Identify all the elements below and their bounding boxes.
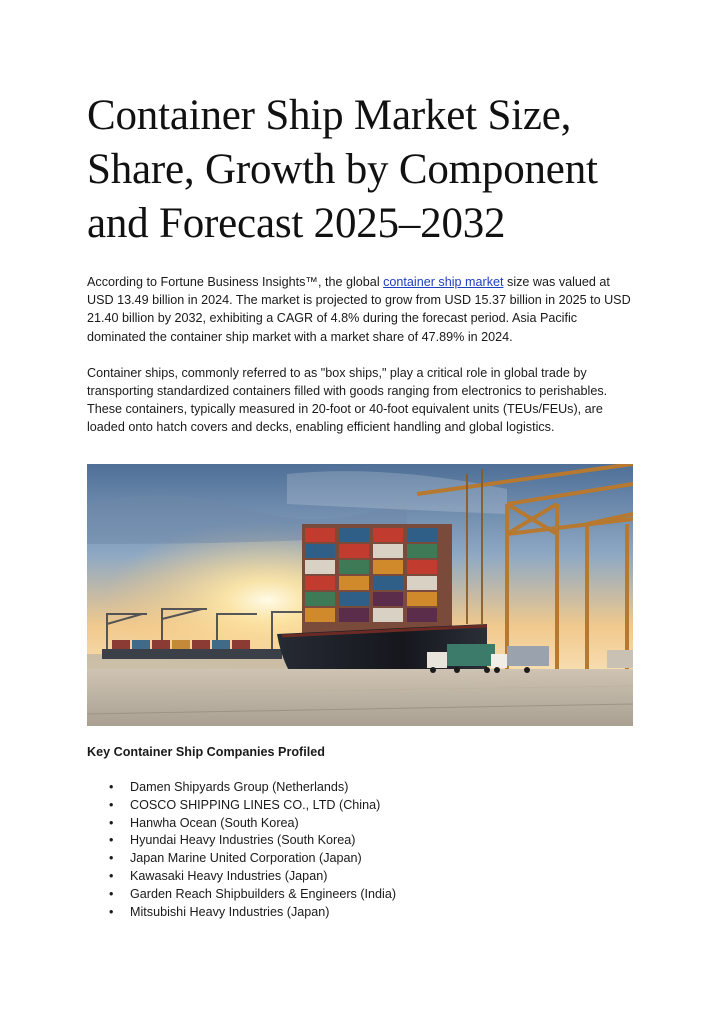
bullet-icon: • xyxy=(109,904,114,919)
company-name: Hanwha Ocean (South Korea) xyxy=(130,815,299,830)
container-ship-port-image xyxy=(87,464,633,726)
list-item xyxy=(87,832,396,850)
page-title: Container Ship Market Size, Share, Growth by Component and Forecast 2025–2032 xyxy=(87,92,598,247)
list-item xyxy=(87,886,396,904)
list-item xyxy=(87,815,396,833)
company-name: Damen Shipyards Group (Netherlands) xyxy=(130,780,349,794)
company-name: COSCO SHIPPING LINES CO., LTD (China) xyxy=(130,797,381,812)
intro-text-start: According to Fortune Business Insights™, the global xyxy=(87,275,384,289)
list-item xyxy=(87,868,396,886)
list-item xyxy=(87,850,396,868)
bullet-icon: • xyxy=(109,780,114,794)
description-paragraph: Container ships, commonly referred to as "box ships," play a critical role in global trade by transporting standardized containers filled with goods ranging from electronics to perishables. These containers, typically measured in 20-foot or 40-foot equivalent units (TEUs/FEUs), are loaded onto hatch covers and decks, enabling efficient handling and global logistics. xyxy=(87,365,608,435)
intro-text-end: size was valued at USD 13.49 billion in 2024. The market is projected to grow from USD 15.37 billion in 2025 to USD 21.40 billion by 2032, exhibiting a CAGR of 4.8% during the forecast period. Asia Pacific dominated the container ship market with a market share of 47.89% in 2024. xyxy=(87,275,631,344)
bullet-icon: • xyxy=(109,833,114,848)
companies-heading: Key Container Ship Companies Profiled xyxy=(87,745,325,759)
bullet-icon: • xyxy=(109,797,114,812)
container-ship-market-link[interactable]: container ship market xyxy=(383,275,504,289)
company-name: Mitsubishi Heavy Industries (Japan) xyxy=(130,904,330,919)
document-page xyxy=(87,0,637,919)
company-name: Japan Marine United Corporation (Japan) xyxy=(130,851,362,866)
list-item xyxy=(87,797,396,815)
container-ship-port-photo-icon xyxy=(87,464,633,726)
list-item xyxy=(87,904,396,922)
bullet-icon: • xyxy=(109,886,114,901)
bullet-icon: • xyxy=(109,868,114,883)
intro-paragraph xyxy=(87,273,637,346)
bullet-icon: • xyxy=(109,851,114,866)
list-item xyxy=(87,779,396,797)
company-name: Hyundai Heavy Industries (South Korea) xyxy=(130,833,356,848)
company-name: Kawasaki Heavy Industries (Japan) xyxy=(130,868,328,883)
company-name: Garden Reach Shipbuilders & Engineers (India) xyxy=(130,886,397,901)
bullet-icon: • xyxy=(109,815,114,830)
companies-list xyxy=(87,779,396,921)
